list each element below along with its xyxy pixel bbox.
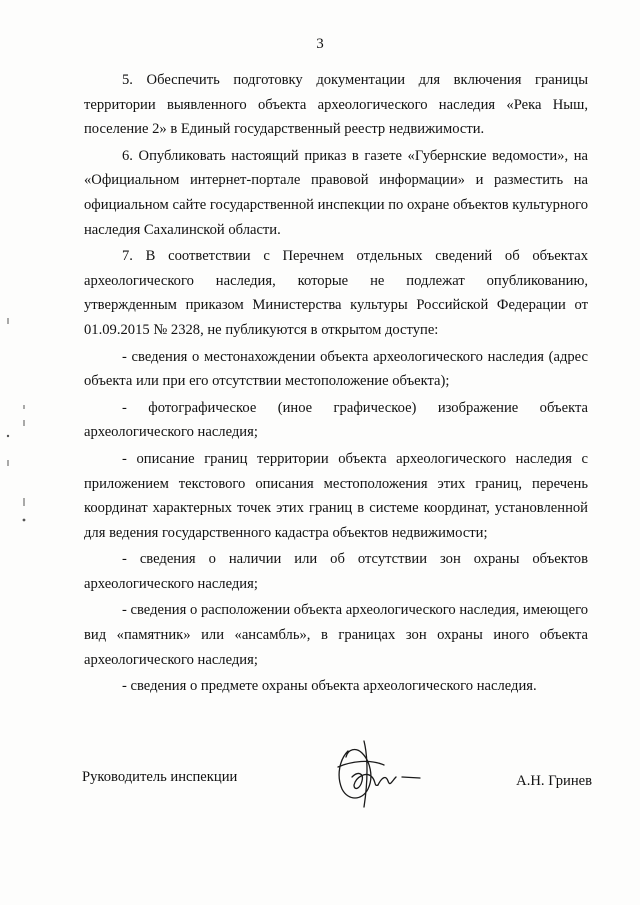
- paragraph-item-7: 7. В соответствии с Перечнем отдельных сведений об объектах археологического наследия, которые не подлежат опубликованию, утвержденным приказом Министерства культуры Российской Федерации от 01.09.2015 № 2328, не публикуются в открытом доступе:: [84, 248, 588, 338]
- paragraph-item-6: 6. Опубликовать настоящий приказ в газете «Губернские ведомости», на «Официальном интернет-портале правовой информации» и разместить на официальном сайте государственной инспекции по охране объектов культурного наследия Сахалинской области.: [84, 147, 588, 238]
- list-item-boundaries: - описание границ территории объекта археологического наследия с приложением текстового описания местоположения этих границ, перечень координат характерных точек этих границ в системе координат, установленной для ведения государственного кадастра объектов недвижимости;: [84, 450, 588, 541]
- handwritten-signature: [318, 731, 428, 813]
- signatory-name: А.Н. Гринев: [516, 773, 592, 789]
- signature-block: [82, 763, 592, 813]
- page-number: 3: [316, 36, 324, 52]
- signatory-title: Руководитель инспекции: [82, 769, 238, 785]
- list-item-photo: - фотографическое (иное графическое) изображение объекта археологического наследия;: [84, 399, 588, 441]
- list-item-location: - сведения о местонахождении объекта археологического наследия (адрес объекта или при его отсутствии местоположение объекта);: [84, 348, 588, 390]
- list-item-protection-subject: - сведения о предмете охраны объекта археологического наследия.: [122, 678, 537, 695]
- list-item-monument-location: - сведения о расположении объекта археологического наследия, имеющего вид «памятник» или «ансамбль», в границах зон охраны иного объекта археологического наследия;: [84, 602, 588, 668]
- document-body: [84, 68, 588, 701]
- paragraph-item-5: 5. Обеспечить подготовку документации для включения границы территории выявленного объекта археологического наследия «Река Ныш, поселение 2» в Единый государственный реестр недвижимости.: [84, 72, 588, 138]
- list-item-protection-zones: - сведения о наличии или об отсутствии зон охраны объектов археологического наследия;: [84, 551, 588, 592]
